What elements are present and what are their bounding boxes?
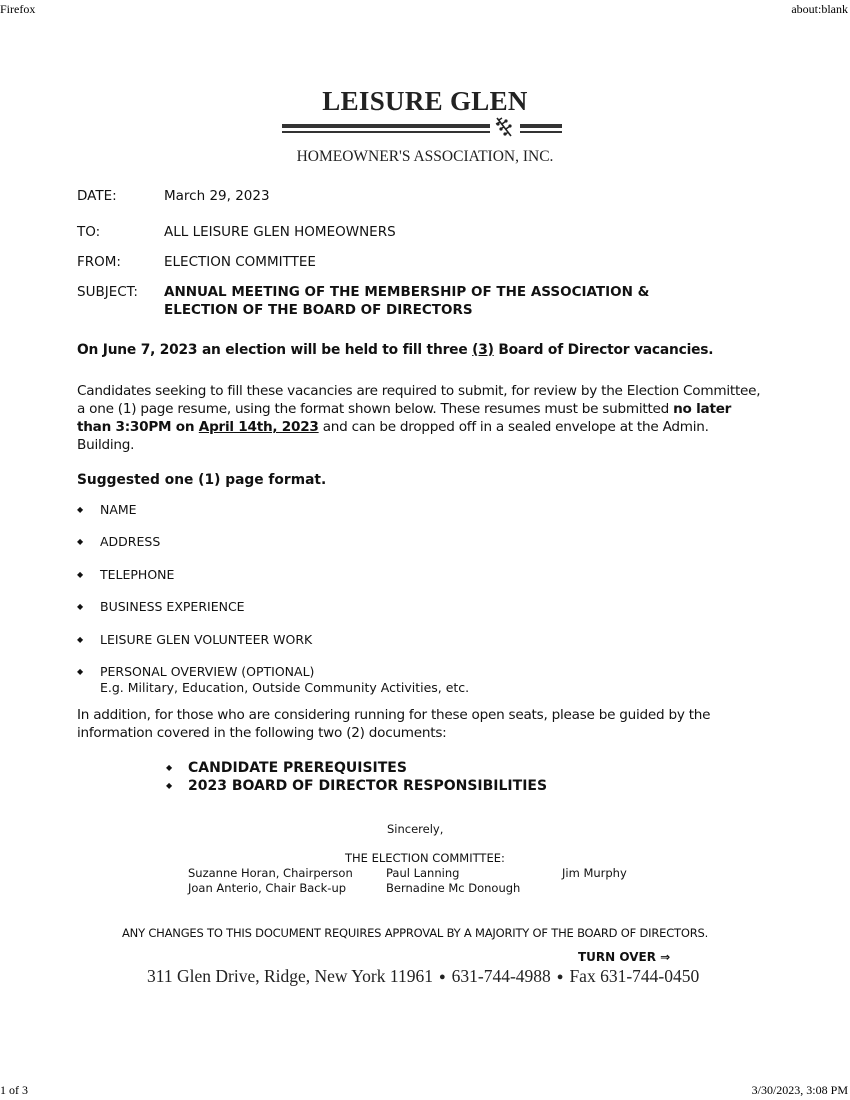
committee-member: Suzanne Horan, Chairperson bbox=[188, 866, 353, 880]
separator-dot-icon: ● bbox=[556, 971, 564, 983]
date-value: March 29, 2023 bbox=[164, 188, 270, 204]
memo-date-row bbox=[77, 188, 270, 204]
format-item-note: E.g. Military, Education, Outside Community Activities, etc. bbox=[100, 680, 470, 695]
paragraph-text-end: and can be dropped off in a sealed envelope at the Admin. Building. bbox=[77, 419, 709, 453]
paragraph-text: Candidates seeking to fill these vacancies are required to submit, for review by the Election Committee, a one (1) page resume, using the format shown below. These resumes must be submitted bbox=[77, 383, 761, 417]
bullet-icon: ◆ bbox=[77, 635, 84, 644]
fax-number: Fax 631-744-0450 bbox=[569, 966, 700, 986]
browser-app-name: Firefox bbox=[0, 2, 36, 16]
deadline-date: April 14th, 2023 bbox=[198, 419, 319, 435]
format-item bbox=[77, 567, 174, 582]
contact-line bbox=[147, 966, 699, 987]
format-item-label: LEISURE GLEN VOLUNTEER WORK bbox=[100, 632, 313, 647]
format-item bbox=[77, 599, 245, 614]
committee-member: Paul Lanning bbox=[386, 866, 460, 880]
committee-member: Bernadine Mc Donough bbox=[386, 881, 521, 895]
bullet-icon: ◆ bbox=[77, 667, 84, 676]
document-item bbox=[166, 778, 547, 794]
subject-line-2: ELECTION OF THE BOARD OF DIRECTORS bbox=[164, 302, 473, 318]
sincerely: Sincerely, bbox=[387, 822, 444, 836]
to-label: TO: bbox=[77, 224, 101, 240]
format-item bbox=[77, 502, 137, 517]
bullet-icon: ◆ bbox=[166, 781, 173, 790]
election-announcement bbox=[77, 342, 713, 358]
subject-label: SUBJECT: bbox=[77, 284, 138, 300]
rule-bar bbox=[520, 124, 562, 128]
printed-timestamp: 3/30/2023, 3:08 PM bbox=[751, 1083, 848, 1097]
from-label: FROM: bbox=[77, 254, 121, 270]
lead-text-end: Board of Director vacancies. bbox=[493, 342, 714, 358]
bullet-icon: ◆ bbox=[77, 602, 84, 611]
letterhead-title: LEISURE GLEN bbox=[322, 86, 528, 116]
guidance-paragraph: In addition, for those who are considering running for these open seats, please be guided by the information covered in the following two (2) documents: bbox=[77, 707, 711, 741]
committee-heading: THE ELECTION COMMITTEE: bbox=[345, 851, 505, 865]
submission-paragraph bbox=[77, 382, 767, 454]
subject-line-1: ANNUAL MEETING OF THE MEMBERSHIP OF THE ASSOCIATION & bbox=[164, 284, 650, 300]
format-item-label: NAME bbox=[100, 502, 137, 517]
deadline-text: no later than 3:30PM on bbox=[77, 401, 732, 435]
bullet-icon: ◆ bbox=[77, 537, 84, 546]
format-item-label: ADDRESS bbox=[100, 534, 161, 549]
subject-value bbox=[164, 283, 649, 319]
document-label: 2023 BOARD OF DIRECTOR RESPONSIBILITIES bbox=[188, 778, 548, 794]
sprig-icon bbox=[493, 116, 517, 138]
page-count: 1 of 3 bbox=[0, 1083, 28, 1097]
bullet-icon: ◆ bbox=[77, 505, 84, 514]
changes-notice: ANY CHANGES TO THIS DOCUMENT REQUIRES APPROVAL BY A MAJORITY OF THE BOARD OF DIRECTORS. bbox=[122, 926, 709, 940]
format-item-label: BUSINESS EXPERIENCE bbox=[100, 599, 245, 614]
rule-bar bbox=[282, 124, 490, 128]
rule-bar bbox=[520, 131, 562, 133]
letterhead-rule bbox=[282, 122, 562, 136]
bullet-icon: ◆ bbox=[166, 763, 173, 772]
turn-over-label: TURN OVER ⇒ bbox=[578, 950, 671, 964]
lead-text: On June 7, 2023 an election will be held to fill three bbox=[77, 342, 473, 358]
separator-dot-icon: ● bbox=[438, 971, 446, 983]
format-item bbox=[77, 664, 469, 695]
rule-bar bbox=[282, 131, 490, 133]
memo-subject-row bbox=[77, 284, 164, 300]
format-item bbox=[77, 534, 160, 549]
from-value: ELECTION COMMITTEE bbox=[164, 254, 316, 270]
document-label: CANDIDATE PREREQUISITES bbox=[188, 760, 407, 776]
document-item bbox=[166, 760, 407, 776]
letterhead-subtitle: HOMEOWNER'S ASSOCIATION, INC. bbox=[296, 148, 554, 165]
browser-url: about:blank bbox=[791, 2, 848, 16]
lead-underlined: (3) bbox=[472, 342, 494, 358]
format-item-label: TELEPHONE bbox=[100, 567, 175, 582]
format-heading: Suggested one (1) page format. bbox=[77, 472, 327, 488]
phone-number: 631-744-4988 bbox=[451, 966, 551, 986]
memo-to-row bbox=[77, 224, 396, 240]
format-item bbox=[77, 632, 312, 647]
committee-member: Jim Murphy bbox=[562, 866, 627, 880]
date-label: DATE: bbox=[77, 188, 117, 204]
bullet-icon: ◆ bbox=[77, 570, 84, 579]
street-address: 311 Glen Drive, Ridge, New York 11961 bbox=[147, 966, 433, 986]
to-value: ALL LEISURE GLEN HOMEOWNERS bbox=[164, 224, 396, 240]
memo-from-row bbox=[77, 254, 316, 270]
format-item-label: PERSONAL OVERVIEW (OPTIONAL) bbox=[100, 664, 315, 679]
committee-member: Joan Anterio, Chair Back-up bbox=[188, 881, 347, 895]
